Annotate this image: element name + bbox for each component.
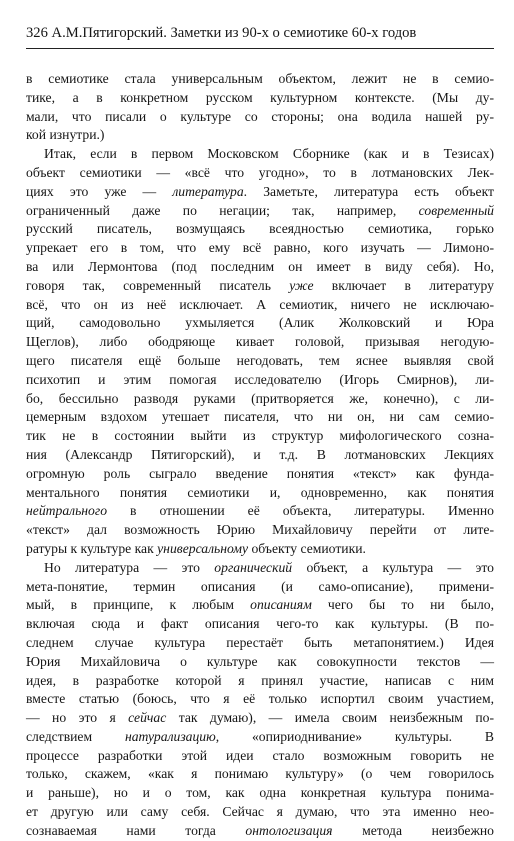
text-run: . Заметьте, литература есть объект <box>243 183 494 199</box>
italic-term: литература <box>172 183 244 199</box>
text-run: ментального понятия семиотики и, одновременно, как понятия <box>26 484 494 500</box>
text-line <box>26 333 494 352</box>
text-line <box>26 465 494 484</box>
text-run: циях это уже — <box>26 183 173 199</box>
text-run: в семиотике стала универсальным объектом, лежит не в семио- <box>26 71 494 86</box>
text-line <box>26 202 494 221</box>
text-line <box>26 578 494 597</box>
text-run: идея, в разработке которой я принял участие, написав с ним <box>26 672 494 688</box>
text-run: русский писатель, возмущаясь всеядностью семиотика, горько <box>26 221 494 237</box>
text-run: в отношении её объекта, литературы. Именно <box>107 503 494 519</box>
text-run: говоря так, современный писатель <box>26 277 290 293</box>
italic-term: нейтрального <box>26 503 108 519</box>
text-run: следнем случае культура перестаёт быть метапонятием.) Идея <box>26 634 494 650</box>
text-run: щего писателя ещё больше негодовать, тем яснее выявляя свой <box>26 352 494 368</box>
text-line <box>26 314 494 333</box>
text-line <box>26 784 494 803</box>
text-run: бо, бессильно разводя руками (притворяется же, конечно), с ли- <box>26 390 494 406</box>
text-run: следствием <box>26 728 125 744</box>
header-rule <box>26 48 494 49</box>
text-line <box>26 258 494 277</box>
text-run: так думаю), — имела своим неизбежным по- <box>166 710 494 726</box>
text-line <box>26 634 494 653</box>
italic-term: онтологизация <box>245 822 333 838</box>
italic-term: универсальному <box>157 540 249 556</box>
text-run: только, скажем, «как я понимаю культуру» (о чем говорилось <box>26 766 494 782</box>
text-run: мали, что писали о культуре со стороны; она водила нашей ру- <box>26 108 494 124</box>
text-line <box>26 408 494 427</box>
text-line <box>26 108 494 127</box>
italic-term: уже <box>289 277 314 293</box>
text-line <box>26 164 494 183</box>
text-run: мета-понятие, термин описания (и само-описание), примени- <box>26 578 494 594</box>
text-run: ратуры к культуре как <box>26 540 158 556</box>
text-run: тике, а в конкретном русском культурном контексте. (Мы ду- <box>26 89 494 105</box>
text-line <box>26 709 494 728</box>
text-line <box>26 239 494 258</box>
text-run: цемерным вздохом утешает писателя, что ни он, ни сам семио- <box>26 409 494 425</box>
text-run: огромную роль сыграло введение понятия «текст» как фунда- <box>26 465 494 481</box>
text-run: , «опириоднивание» культуры. В <box>215 728 495 744</box>
text-run: сознаваемая нами тогда <box>26 822 246 838</box>
text-run: объект семиотики — «всё что угодно», то в лотмановских Лек- <box>26 164 494 180</box>
text-run: щий, самодовольно ухмыляется (Алик Жолковский и Юра <box>26 315 494 331</box>
italic-term: описаниям <box>250 597 312 613</box>
text-run: вместе статью (боюсь, что я её только испортил своим участием, <box>26 691 494 707</box>
body-text <box>26 70 494 841</box>
text-run: ограниченный даже по негации; так, например, <box>26 202 419 218</box>
text-line <box>26 540 494 559</box>
text-line <box>26 446 494 465</box>
text-line <box>26 371 494 390</box>
text-line <box>26 126 494 145</box>
italic-term: органический <box>214 559 293 575</box>
text-line <box>26 615 494 634</box>
text-line <box>26 653 494 672</box>
text-run: мый, в принципе, к любым <box>26 597 251 613</box>
text-line <box>26 690 494 709</box>
text-run: Итак, если в первом Московском Сборнике (как и в Тезисах) <box>44 146 494 162</box>
text-run: процессе разработки этой идеи стало возможным говорить не <box>26 747 494 763</box>
text-line <box>26 484 494 503</box>
text-run: и раньше), но и о том, как одна конкретная культура понима- <box>26 785 494 801</box>
text-line <box>26 296 494 315</box>
text-line <box>26 89 494 108</box>
text-run: метода неизбежно <box>332 822 494 838</box>
text-line <box>26 521 494 540</box>
italic-term: современный <box>418 202 494 218</box>
text-line <box>26 220 494 239</box>
text-run: ет другую или саму себя. Сейчас я думаю, что эта именно нео- <box>26 804 494 820</box>
text-line <box>26 803 494 822</box>
text-run: ния (Александр Пятигорский), и т.д. В лотмановских Лекциях <box>26 446 494 462</box>
text-line <box>26 145 494 164</box>
text-line <box>26 596 494 615</box>
text-line <box>26 822 494 841</box>
text-run: включая сюда и факт описания чего-то как культуры. (В по- <box>26 616 494 632</box>
text-line <box>26 390 494 409</box>
text-line <box>26 352 494 371</box>
text-line <box>26 183 494 202</box>
text-line <box>26 427 494 446</box>
text-line <box>26 559 494 578</box>
text-run: Но литература — это <box>44 559 215 575</box>
text-line <box>26 728 494 747</box>
text-run: психотип и этим помогая исследователю (Игорь Смирнов), ли- <box>26 371 494 387</box>
text-run: всё, что он из неё исключает. А семиотик, ничего не исключаю- <box>26 296 494 312</box>
text-run: Щеглов), либо ободряюще кивает головой, призывая негодую- <box>26 334 494 350</box>
text-run: объект, а культура — это <box>292 559 494 575</box>
text-line <box>26 70 494 89</box>
text-line <box>26 765 494 784</box>
text-run: «текст» дал возможность Юрию Михайловичу перейти от лите- <box>26 522 494 538</box>
text-line <box>26 502 494 521</box>
text-run: кой изнутри.) <box>26 127 105 143</box>
text-run: объекту семиотики. <box>248 540 366 556</box>
italic-term: сейчас <box>128 710 167 726</box>
italic-term: натурализацию <box>124 728 216 744</box>
text-run: — но это я <box>26 710 129 726</box>
running-head: 326 А.М.Пятигорский. Заметки из 90-х о семиотике 60-х годов <box>26 25 417 41</box>
text-run: ва или Лермонтова (под последним он имеет в виду себя). Но, <box>26 258 494 274</box>
text-line <box>26 277 494 296</box>
text-run: включает в литературу <box>313 277 494 293</box>
text-run: чего бы то ни было, <box>311 597 494 613</box>
text-run: упрекает его в том, что ему всё равно, кого изучать — Лимоно- <box>26 240 494 256</box>
text-run: тик не в состоянии выйти из структур мифологического созна- <box>26 428 494 444</box>
text-run: Юрия Михайловича о культуре как совокупности текстов — <box>26 653 494 669</box>
text-line <box>26 747 494 766</box>
text-line <box>26 672 494 691</box>
